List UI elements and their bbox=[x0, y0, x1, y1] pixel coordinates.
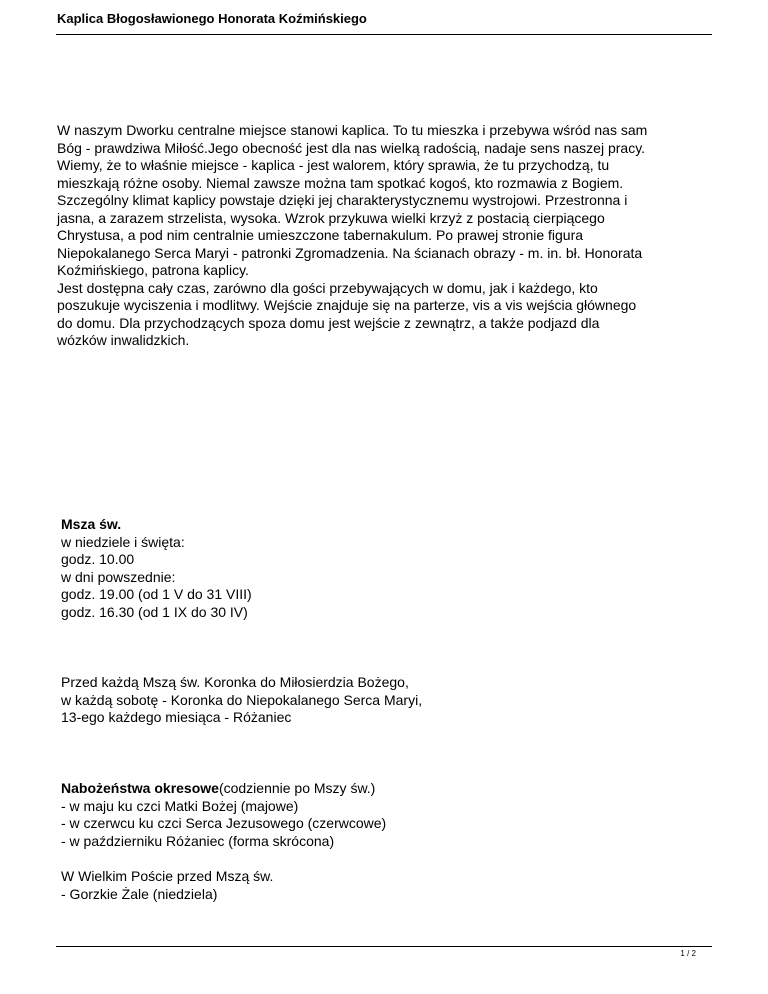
prayers-line: Przed każdą Mszą św. Koronka do Miłosierdzia Bożego, bbox=[61, 674, 409, 690]
lent-line: W Wielkim Poście przed Mszą św. bbox=[61, 868, 274, 884]
services-heading-note: (codziennie po Mszy św.) bbox=[218, 780, 376, 796]
mass-line: godz. 16.30 (od 1 IX do 30 IV) bbox=[61, 603, 248, 620]
mass-heading: Msza św. bbox=[61, 516, 122, 532]
services-heading-line bbox=[61, 780, 701, 798]
intro-line: mieszkają różne osoby. Niemal zawsze można tam spotkać kogoś, kto rozmawia z Bogiem. bbox=[57, 174, 624, 191]
page-title: Kaplica Błogosławionego Honorata Koźmińskiego bbox=[57, 11, 367, 26]
intro-line: W naszym Dworku centralne miejsce stanowi kaplica. To tu mieszka i przebywa wśród nas sam bbox=[57, 122, 648, 138]
mass-line: w dni powszednie: bbox=[61, 568, 176, 585]
prayers-line: w każdą sobotę - Koronka do Niepokalanego Serca Maryi, bbox=[61, 691, 423, 708]
intro-line: Koźmińskiego, patrona kaplicy. bbox=[57, 262, 249, 278]
intro-line: wózków inwalidzkich. bbox=[57, 332, 190, 348]
intro-line: Szczególny klimat kaplicy powstaje dzięki jej charakterystycznemu wystrojowi. Przestronna i bbox=[57, 192, 628, 208]
intro-line: do domu. Dla przychodzących spoza domu jest wejście z zewnątrz, a także podjazd dla bbox=[57, 314, 600, 331]
lent-services bbox=[61, 868, 701, 903]
header-divider bbox=[56, 34, 712, 35]
seasonal-services bbox=[61, 780, 701, 850]
intro-line: Jest dostępna cały czas, zarówno dla gości przebywających w domu, jak i każdego, kto bbox=[57, 279, 598, 296]
intro-line: Bóg - prawdziwa Miłość.Jego obecność jest dla nas wielką radością, nadaje sens naszej pracy. bbox=[57, 139, 646, 156]
services-line: - w maju ku czci Matki Bożej (majowe) bbox=[61, 797, 299, 814]
prayers-schedule bbox=[61, 674, 701, 727]
intro-line: Wiemy, że to właśnie miejsce - kaplica - jest walorem, który sprawia, że tu przychodzą, tu bbox=[57, 157, 610, 173]
mass-line: godz. 10.00 bbox=[61, 551, 135, 567]
intro-line: poszukuje wyciszenia i modlitwy. Wejście znajduje się na parterze, vis a vis wejścia głównego bbox=[57, 297, 637, 313]
lent-line: - Gorzkie Żale (niedziela) bbox=[61, 885, 218, 902]
services-line: - w czerwcu ku czci Serca Jezusowego (czerwcowe) bbox=[61, 815, 387, 831]
intro-paragraph bbox=[57, 122, 707, 350]
mass-line: godz. 19.00 (od 1 V do 31 VIII) bbox=[61, 586, 252, 602]
prayers-line: 13-ego każdego miesiąca - Różaniec bbox=[61, 709, 292, 725]
mass-schedule bbox=[61, 516, 701, 621]
footer-divider bbox=[56, 946, 712, 947]
services-line: - w październiku Różaniec (forma skrócona) bbox=[61, 832, 335, 849]
page-number: 1 / 2 bbox=[680, 949, 696, 958]
intro-line: Chrystusa, a pod nim centralnie umieszczone tabernakulum. Po prawej stronie figura bbox=[57, 227, 584, 243]
intro-line: jasna, a zarazem strzelista, wysoka. Wzrok przykuwa wielki krzyż z postacią cierpiącego bbox=[57, 209, 605, 226]
intro-line: Niepokalanego Serca Maryi - patronki Zgromadzenia. Na ścianach obrazy - m. in. bł. Honorata bbox=[57, 244, 643, 261]
services-heading: Nabożeństwa okresowe bbox=[61, 780, 219, 796]
mass-line: w niedziele i święta: bbox=[61, 533, 185, 550]
